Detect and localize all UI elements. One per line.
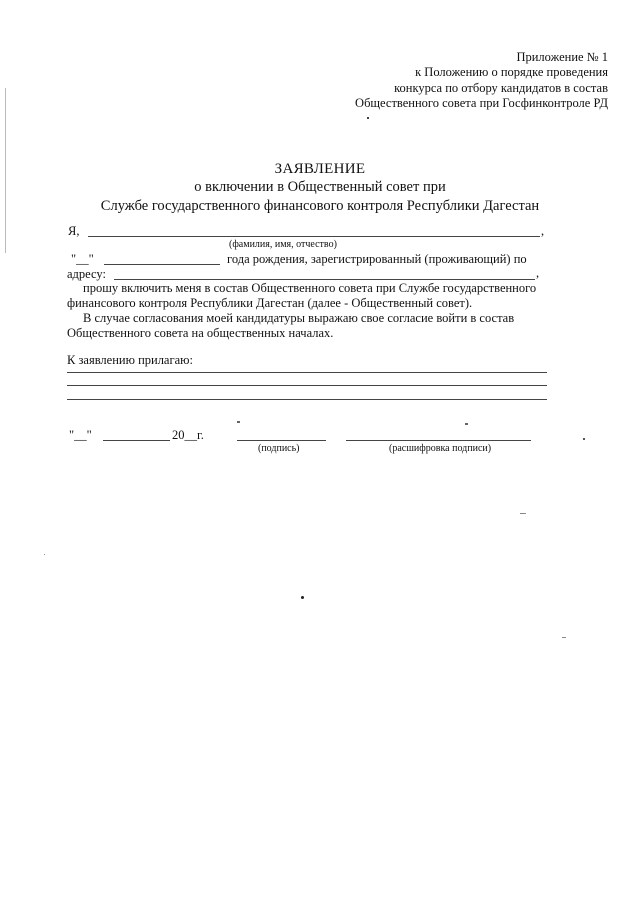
scan-speck: [237, 421, 240, 423]
date-month-field[interactable]: [103, 440, 170, 441]
title-line-3: Службе государственного финансового контроля Республики Дагестан: [100, 198, 540, 214]
appendix-number: Приложение № 1: [516, 50, 608, 64]
birth-text: года рождения, зарегистрированный (проживающий) по: [227, 252, 527, 266]
fio-field[interactable]: [88, 236, 540, 237]
fio-caption: (фамилия, имя, отчество): [229, 239, 337, 250]
appendix-contest: конкурса по отбору кандидатов в состав: [394, 80, 608, 95]
title-line-2: о включении в Общественный совет при: [194, 179, 446, 195]
attachment-line-3[interactable]: [67, 399, 547, 400]
appendix-block: [355, 50, 608, 112]
signature-field[interactable]: [237, 440, 326, 441]
address-field[interactable]: [114, 279, 535, 280]
attachment-line-2[interactable]: [67, 385, 547, 386]
attachment-line-1[interactable]: [67, 372, 547, 373]
appendix-regulation: к Положению о порядке проведения: [415, 65, 608, 80]
consent-line-2: Общественного совета на общественных началах.: [67, 326, 334, 340]
address-label: адресу:: [67, 267, 106, 281]
scan-speck: [583, 438, 585, 440]
scan-speck: [367, 117, 369, 119]
applicant-prefix: Я,: [68, 224, 80, 238]
scan-speck: [301, 596, 304, 599]
fio-comma: ,: [541, 224, 545, 238]
signature-caption: (подпись): [258, 443, 300, 454]
decryption-caption: (расшифровка подписи): [389, 443, 492, 454]
document-title: [0, 160, 640, 216]
date-day-field[interactable]: "__": [69, 428, 92, 442]
scan-speck: [44, 554, 45, 555]
title-heading: ЗАЯВЛЕНИЕ: [274, 161, 366, 177]
request-line-1: прошу включить меня в состав Общественного совета при Службе государственного: [83, 281, 537, 295]
consent-line-1: В случае согласования моей кандидатуры выражаю свое согласие войти в состав: [83, 311, 515, 325]
birth-day-field[interactable]: "__": [71, 252, 94, 266]
appendix-council: Общественного совета при Госфинконтроле РД: [355, 96, 608, 111]
scan-speck: [465, 423, 468, 425]
date-year-field[interactable]: 20__г.: [172, 428, 204, 442]
scan-speck: [562, 637, 566, 638]
signature-decryption-field[interactable]: [346, 440, 531, 441]
address-comma: ,: [536, 266, 540, 280]
birth-date-field[interactable]: [104, 264, 220, 265]
attachments-label: К заявлению прилагаю:: [67, 353, 193, 367]
request-line-2: финансового контроля Республики Дагестан (далее - Общественный совет).: [67, 296, 473, 310]
scan-speck: [520, 513, 526, 514]
